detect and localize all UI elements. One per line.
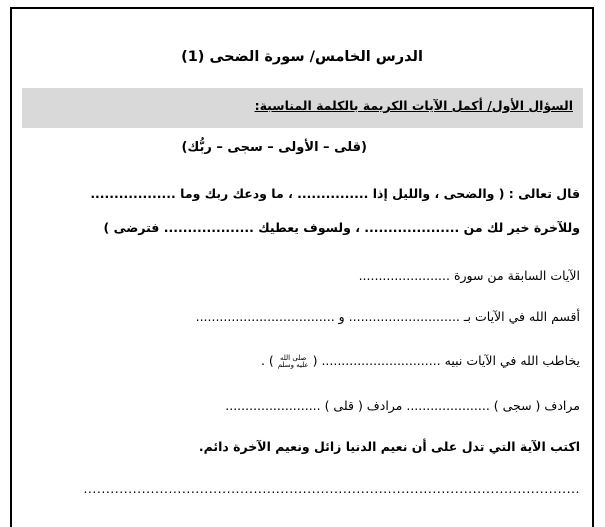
honorific-symbol bbox=[278, 355, 309, 369]
worksheet-page bbox=[10, 7, 594, 527]
question-banner bbox=[22, 88, 583, 128]
question-heading: السؤال الأول/ أكمل الآيات الكريمة بالكلمة المناسبة: bbox=[254, 98, 573, 113]
lesson-title: الدرس الخامس/ سورة الضحى (1) bbox=[181, 49, 423, 65]
write-verse-task: اكتب الآية التي تدل على أن نعيم الدنيا زائل ونعيم الآخرة دائم. bbox=[198, 439, 580, 454]
verse-line-2: وللآخرة خير لك من .................... ، ولسوف يعطيك ................... فترضى ) bbox=[103, 220, 580, 235]
synonyms-question: مرادف ( سجى ) ..................... مرادف ( قلى ) ........................ bbox=[225, 398, 580, 413]
addressee-question-text: يخاطب الله في الآيات نبيه .............................. ( bbox=[312, 353, 580, 368]
honorific-bottom: عليه وسلم bbox=[277, 360, 309, 369]
surah-name-question: الآيات السابقة من سورة ....................... bbox=[358, 268, 580, 283]
honorific-top: صلى الله bbox=[279, 353, 307, 362]
answer-line: ............................................................................................................... bbox=[83, 481, 580, 496]
oath-question: أقسم الله في الآيات بـ ............................ و ................................... bbox=[195, 309, 580, 324]
addressee-question bbox=[12, 353, 580, 369]
verse-line-1: قال تعالى : ( والضحى ، والليل إذا ............... ، ما ودعك ربك وما .................. bbox=[90, 186, 580, 201]
addressee-question-end: ) . bbox=[260, 353, 274, 368]
word-bank: (قلى – الأولى – سجى – ربُّك) bbox=[181, 140, 367, 155]
